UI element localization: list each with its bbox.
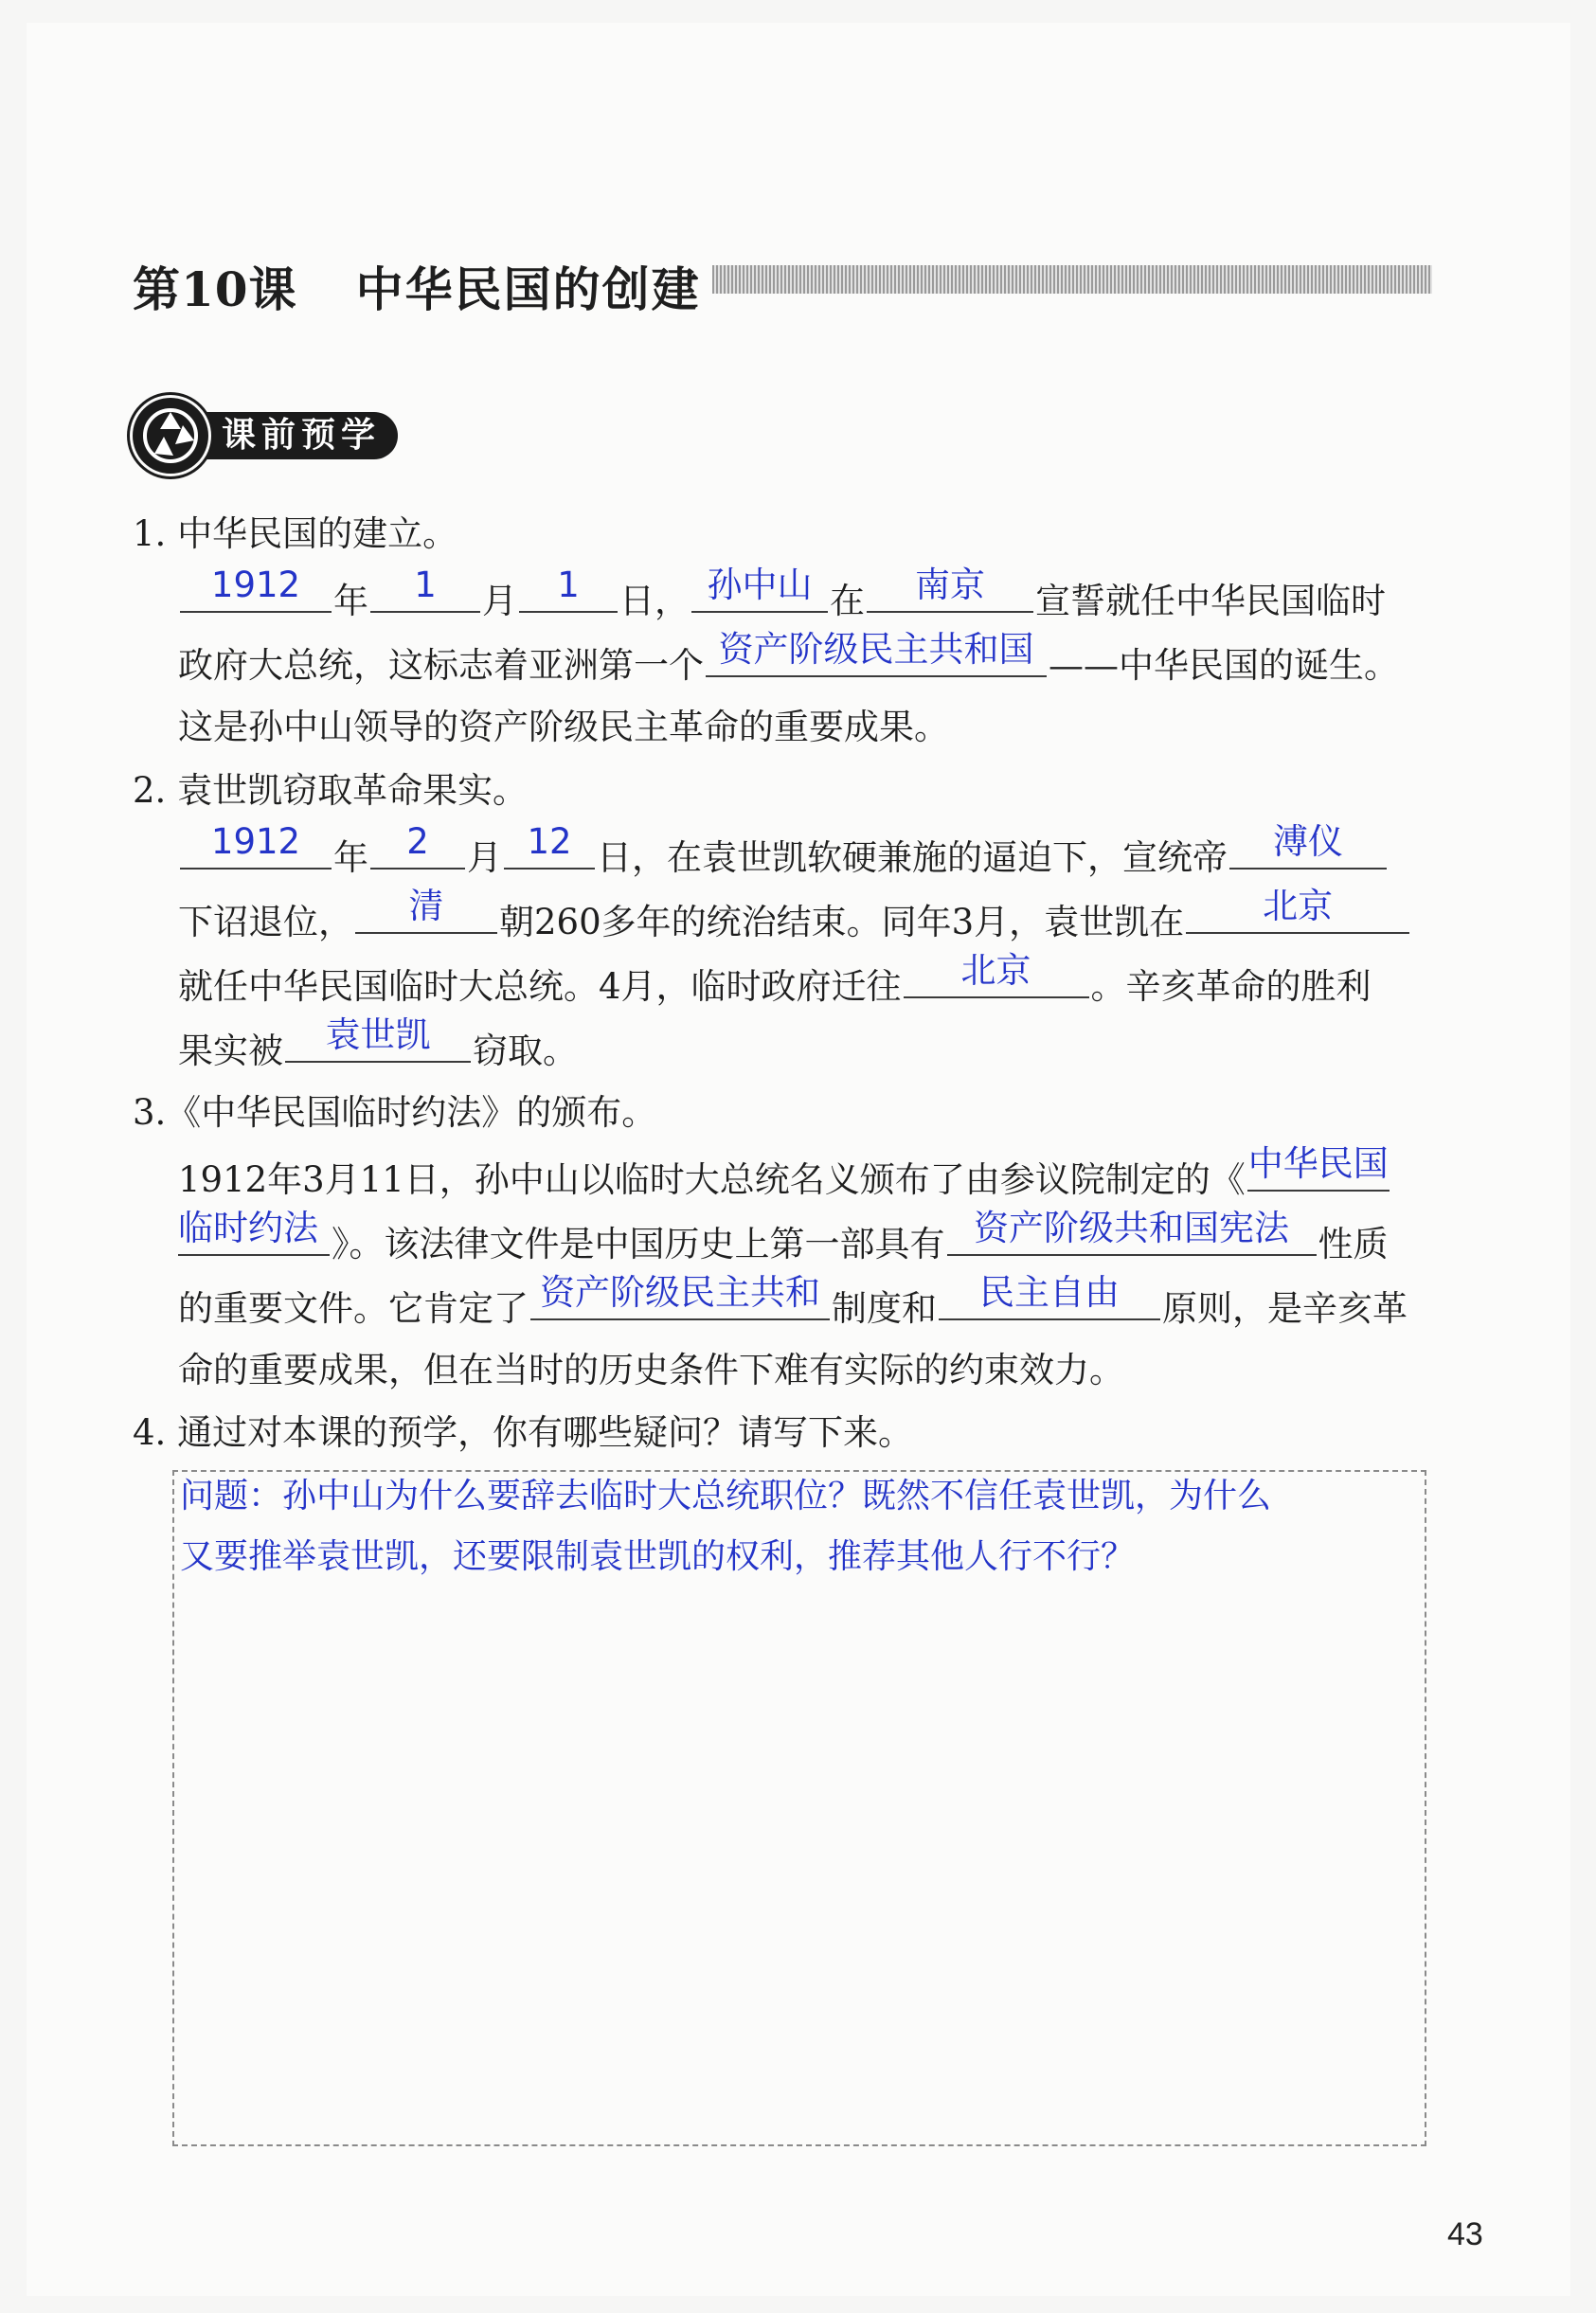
lesson-number: 第10课: [133, 261, 297, 317]
q3-principle-blank[interactable]: 民主自由: [939, 1281, 1160, 1320]
q1-day-blank[interactable]: 1: [519, 573, 618, 613]
q2-place1-blank[interactable]: 北京: [1186, 894, 1409, 934]
question-1-line-3: 这是孙中山领导的资产阶级民主革命的重要成果。: [178, 707, 949, 747]
question-1-line-2: 政府大总统，这标志着亚洲第一个 资产阶级民主共和国 ——中华民国的诞生。: [178, 629, 1399, 686]
question-2-line-1: 1912 年 2 月 12 日，在袁世凯软硬兼施的逼迫下，宣统帝 溥仪: [178, 830, 1389, 884]
q2-day-blank[interactable]: 12: [504, 830, 595, 870]
question-3-line-3: 的重要文件。它肯定了 资产阶级民主共和 制度和 民主自由 原则，是辛亥革: [178, 1272, 1408, 1329]
question-2-line-4: 果实被 袁世凯 窃取。: [178, 1014, 578, 1071]
lesson-title: 中华民国的创建: [355, 261, 701, 317]
question-2-line-3: 就任中华民国临时大总统。4月，临时政府迁往 北京 。辛亥革命的胜利: [178, 950, 1372, 1007]
q1-year-answer: 1912: [210, 565, 301, 605]
section-label: 课前预学: [180, 412, 398, 459]
q3-nature-blank[interactable]: 资产阶级共和国宪法: [947, 1216, 1317, 1256]
question-2-title: 2. 袁世凯窃取革命果实。: [133, 770, 529, 811]
question-4-title: 4. 通过对本课的预学，你有哪些疑问？请写下来。: [133, 1412, 914, 1453]
question-3-title: 3.《中华民国临时约法》的颁布。: [133, 1092, 657, 1133]
q1-month-blank[interactable]: 1: [370, 573, 480, 613]
lesson-heading: [133, 248, 701, 324]
shutter-icon: [133, 398, 208, 474]
q1-person-blank[interactable]: 孙中山: [691, 573, 828, 613]
q1-year-blank[interactable]: [180, 565, 332, 613]
question-2-line-2: 下诏退位， 清 朝260多年的统治结束。同年3月，袁世凯在 北京: [178, 894, 1411, 948]
q1-place-blank[interactable]: 南京: [867, 573, 1033, 613]
question-4-answer: [180, 1466, 1411, 1587]
q2-place2-blank[interactable]: 北京: [904, 959, 1089, 998]
q2-month-blank[interactable]: 2: [370, 830, 465, 870]
title-decorative-bar: [712, 265, 1432, 294]
q2-dynasty-blank[interactable]: 清: [355, 894, 497, 934]
question-3-line-2: 临时约法 》。该法律文件是中国历史上第一部具有 资产阶级共和国宪法 性质: [178, 1208, 1389, 1264]
question-1-title: 1. 中华民国的建立。: [133, 513, 458, 554]
q2-emperor-blank[interactable]: 溥仪: [1229, 830, 1387, 870]
question-3-line-4: 命的重要成果，但在当时的历史条件下难有实际的约束效力。: [178, 1350, 1124, 1390]
page-number: 43: [1447, 2216, 1483, 2252]
question-4-answer-line-2: 又要推举袁世凯，还要限制袁世凯的权利，推荐其他人行不行？: [180, 1537, 1136, 1576]
q2-usurper-blank[interactable]: 袁世凯: [285, 1023, 471, 1063]
question-1-line-1: 1912 年 1 月 1 日， 孙中山 在 南京 宣誓就任中华民国临时: [178, 573, 1386, 627]
q3-law-b-blank[interactable]: 临时约法: [178, 1216, 330, 1256]
q3-system-blank[interactable]: 资产阶级民主共和: [530, 1281, 830, 1320]
q2-year-blank[interactable]: 1912: [180, 830, 332, 870]
q1-republic-blank[interactable]: 资产阶级民主共和国: [706, 637, 1047, 677]
q3-law-a-blank[interactable]: 中华民国: [1247, 1152, 1390, 1192]
question-3-line-1: 1912年3月11日，孙中山以临时大总统名义颁布了由参议院制定的《 中华民国: [178, 1143, 1389, 1200]
question-4-answer-line-1: 问题：孙中山为什么要辞去临时大总统职位？既然不信任袁世凯，为什么: [180, 1477, 1272, 1515]
section-badge: [133, 398, 398, 474]
